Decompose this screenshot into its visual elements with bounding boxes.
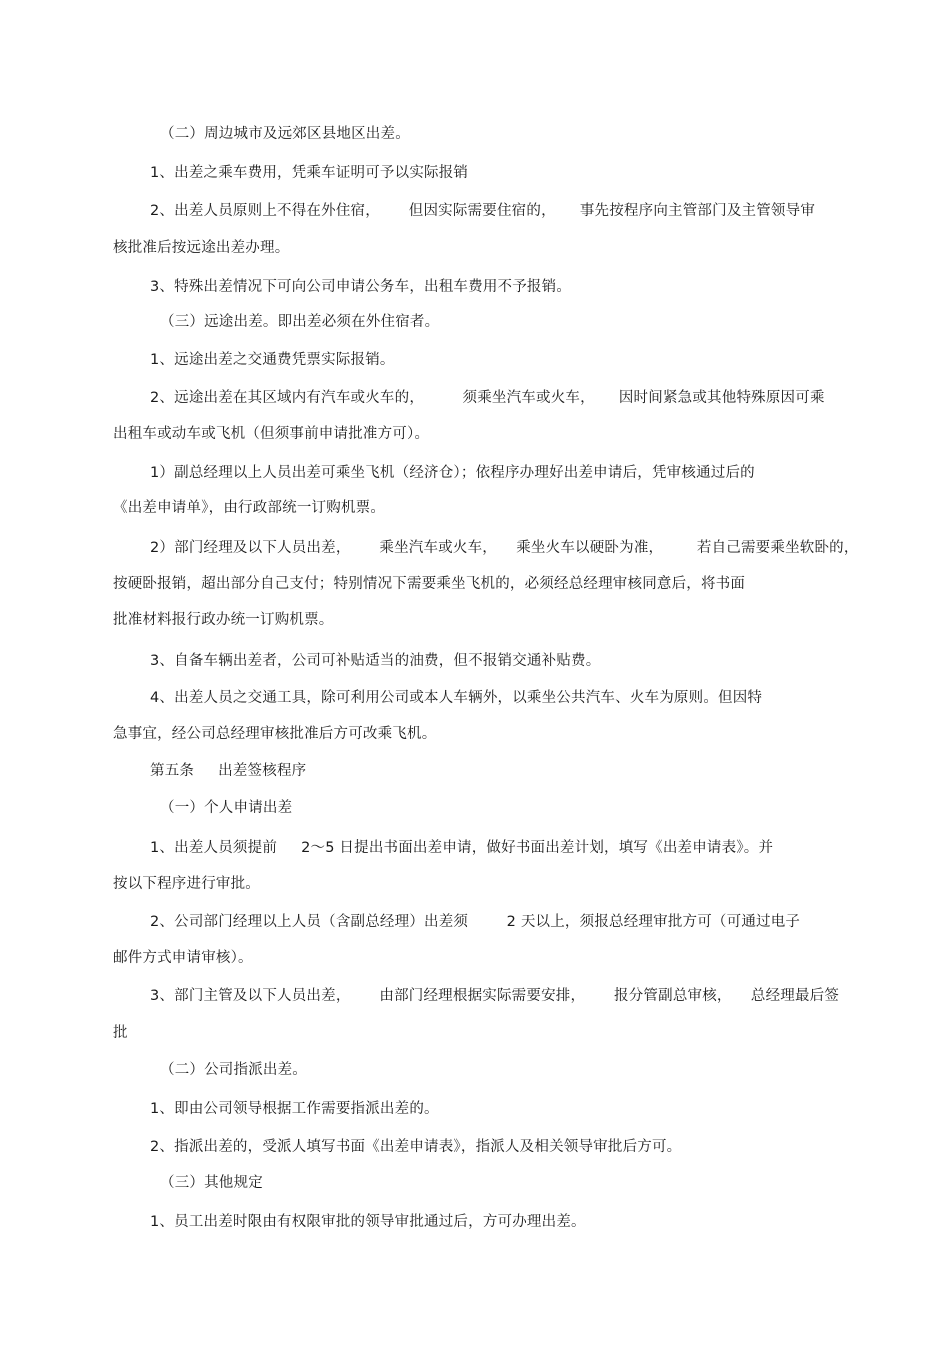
paragraph-line: 3、部门主管及以下人员出差， 由部门经理根据实际需要安排， 报分管副总审核， 总经理最后签 bbox=[150, 988, 840, 1004]
article-heading: 第五条 出差签核程序 bbox=[150, 763, 307, 779]
paragraph-line: 3、特殊出差情况下可向公司申请公务车，出租车费用不予报销。 bbox=[150, 279, 572, 295]
section-heading: （二）周边城市及远郊区县地区出差。 bbox=[160, 126, 410, 142]
paragraph-line: 3、自备车辆出差者，公司可补贴适当的油费，但不报销交通补贴费。 bbox=[150, 653, 601, 669]
paragraph-line: 批准材料报行政办统一订购机票。 bbox=[113, 612, 334, 628]
paragraph-line: 2、公司部门经理以上人员（含副总经理）出差须 2 天以上，须报总经理审批方可（可通过电子 bbox=[150, 914, 801, 930]
paragraph-line: 1）副总经理以上人员出差可乘坐飞机（经济仓）；依程序办理好出差申请后，凭审核通过后的 bbox=[150, 465, 755, 481]
paragraph-line: 1、远途出差之交通费凭票实际报销。 bbox=[150, 352, 395, 368]
paragraph-line: 核批准后按远途出差办理。 bbox=[113, 240, 290, 256]
section-heading: （二）公司指派出差。 bbox=[160, 1062, 307, 1078]
paragraph-line: 邮件方式申请审核）。 bbox=[113, 950, 253, 966]
paragraph-line: 按以下程序进行审批。 bbox=[113, 876, 260, 892]
paragraph-line: 2、远途出差在其区域内有汽车或火车的， 须乘坐汽车或火车， 因时间紧急或其他特殊原因可乘 bbox=[150, 390, 825, 406]
paragraph-line: 按硬卧报销，超出部分自己支付；特别情况下需要乘坐飞机的，必须经总经理审核同意后，将书面 bbox=[113, 576, 746, 592]
paragraph-line: 急事宜，经公司总经理审核批准后方可改乘飞机。 bbox=[113, 726, 437, 742]
paragraph-line: 2、出差人员原则上不得在外住宿， 但因实际需要住宿的， 事先按程序向主管部门及主管领导审 bbox=[150, 203, 816, 219]
paragraph-line: 2、指派出差的，受派人填写书面《出差申请表》，指派人及相关领导审批后方可。 bbox=[150, 1139, 682, 1155]
paragraph-line: 1、员工出差时限由有权限审批的领导审批通过后，方可办理出差。 bbox=[150, 1214, 586, 1230]
paragraph-line: 1、出差之乘车费用，凭乘车证明可予以实际报销 bbox=[150, 165, 469, 181]
section-heading: （三）远途出差。即出差必须在外住宿者。 bbox=[160, 314, 440, 330]
paragraph-line: 批 bbox=[113, 1025, 128, 1041]
paragraph-line: 《出差申请单》，由行政部统一订购机票。 bbox=[113, 500, 386, 516]
paragraph-line: 1、即由公司领导根据工作需要指派出差的。 bbox=[150, 1101, 439, 1117]
section-heading: （三）其他规定 bbox=[160, 1175, 263, 1191]
paragraph-line: 1、出差人员须提前 2～5 日提出书面出差申请，做好书面出差计划，填写《出差申请表》。并 bbox=[150, 840, 774, 856]
paragraph-line: 4、出差人员之交通工具，除可利用公司或本人车辆外，以乘坐公共汽车、火车为原则。但因特 bbox=[150, 690, 763, 706]
paragraph-line: 2）部门经理及以下人员出差， 乘坐汽车或火车， 乘坐火车以硬卧为准， 若自己需要乘坐软卧的， bbox=[150, 540, 859, 556]
paragraph-line: 出租车或动车或飞机（但须事前申请批准方可）。 bbox=[113, 426, 430, 442]
section-heading: （一）个人申请出差 bbox=[160, 800, 293, 816]
